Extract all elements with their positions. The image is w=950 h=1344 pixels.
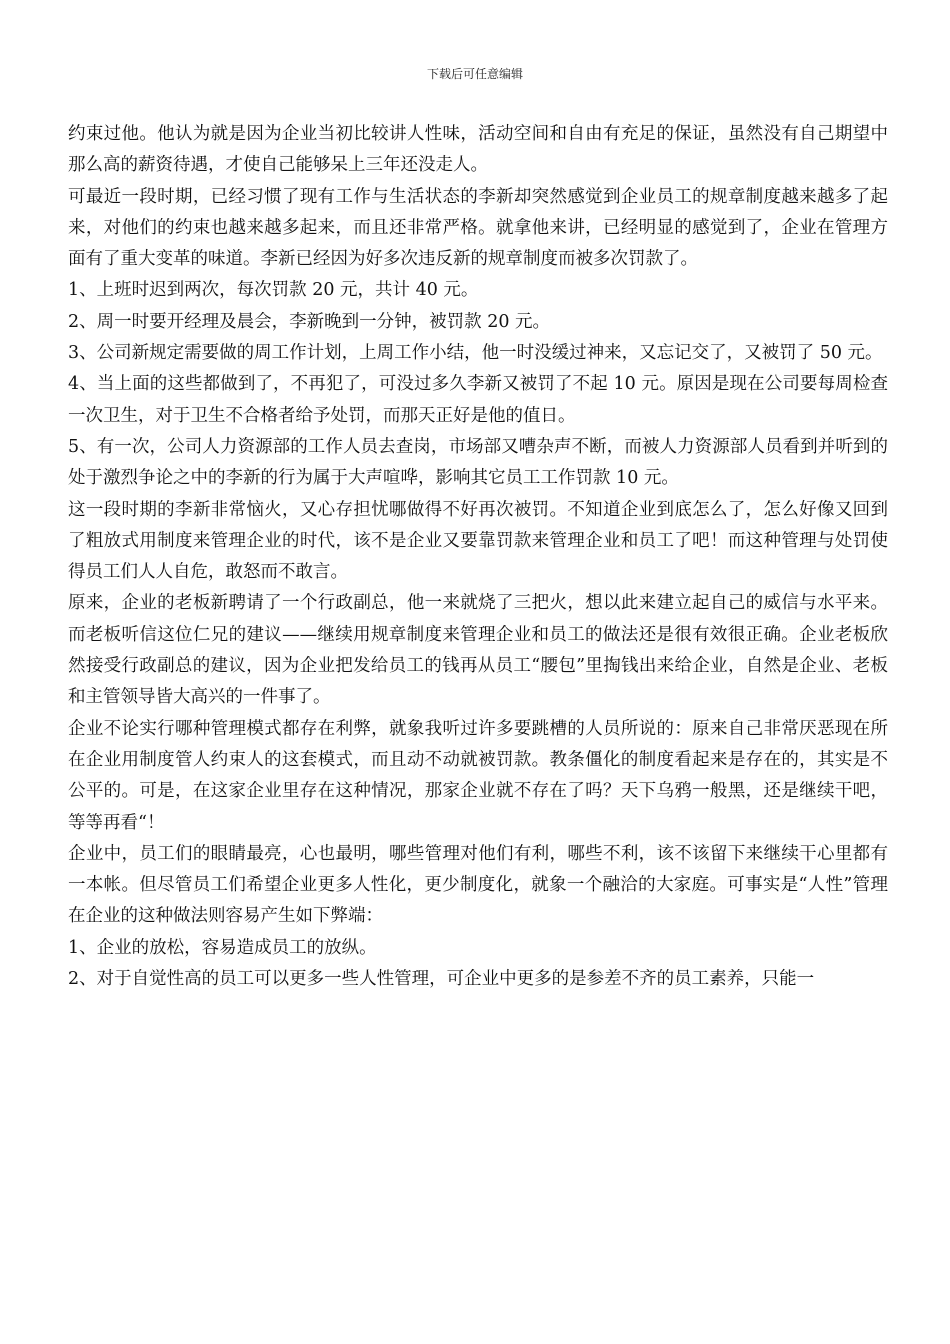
paragraph: 这一段时期的李新非常恼火，又心存担忧哪做得不好再次被罚。不知道企业到底怎么了，怎么好像又回到了粗放式用制度来管理企业的时代，该不是企业又要靠罚款来管理企业和员工了吧！而这种管理与处罚使得员工们人人自危，敢怒而不敢言。	[68, 499, 888, 583]
document-body	[68, 119, 888, 995]
paragraph: 可最近一段时期，已经习惯了现有工作与生活状态的李新却突然感觉到企业员工的规章制度越来越多了起来，对他们的约束也越来越多起来，而且还非常严格。就拿他来讲，已经明显的感觉到了，企业在管理方面有了重大变革的味道。李新已经因为好多次违反新的规章制度而被多次罚款了。	[68, 186, 888, 270]
list-item: 4、当上面的这些都做到了，不再犯了，可没过多久李新又被罚了不起 10 元。原因是现在公司要每周检查一次卫生，对于卫生不合格者给予处罚，而那天正好是他的值日。	[68, 374, 888, 426]
list-item: 1、企业的放松，容易造成员工的放纵。	[68, 937, 377, 958]
list-item: 2、周一时要开经理及晨会，李新晚到一分钟，被罚款 20 元。	[68, 311, 551, 332]
list-item: 3、公司新规定需要做的周工作计划，上周工作小结，他一时没缓过神来，又忘记交了，又被罚了 50 元。	[68, 343, 883, 364]
paragraph: 企业不论实行哪种管理模式都存在利弊，就象我听过许多要跳槽的人员所说的：原来自己非常厌恶现在所在企业用制度管人约束人的这套模式，而且动不动就被罚款。教条僵化的制度看起来是存在的，其实是不公平的。可是，在这家企业里存在这种情况，那家企业就不存在了吗？天下乌鸦一般黑，还是继续干吧，等等再看“！	[68, 718, 888, 833]
list-item: 5、有一次，公司人力资源部的工作人员去查岗，市场部又嘈杂声不断，而被人力资源部人员看到并听到的处于激烈争论之中的李新的行为属于大声喧哗，影响其它员工工作罚款 10 元。	[68, 436, 888, 489]
list-item: 2、对于自觉性高的员工可以更多一些人性管理，可企业中更多的是参差不齐的员工素养，只能一	[68, 969, 815, 990]
list-item: 1、上班时迟到两次，每次罚款 20 元，共计 40 元。	[68, 280, 479, 301]
paragraph: 原来，企业的老板新聘请了一个行政副总，他一来就烧了三把火，想以此来建立起自己的威信与水平来。而老板听信这位仁兄的建议——继续用规章制度来管理企业和员工的做法还是很有效很正确。企业老板欣然接受行政副总的建议，因为企业把发给员工的钱再从员工“腰包”里掏钱出来给企业，自然是企业、老板和主管领导皆大高兴的一件事了。	[68, 593, 888, 708]
page-header: 下载后可任意编辑	[426, 67, 523, 81]
paragraph: 约束过他。他认为就是因为企业当初比较讲人性味，活动空间和自由有充足的保证，虽然没有自己期望中那么高的薪资待遇，才使自己能够呆上三年还没走人。	[68, 124, 888, 176]
paragraph: 企业中，员工们的眼睛最亮，心也最明，哪些管理对他们有利，哪些不利，该不该留下来继续干心里都有一本帐。但尽管员工们希望企业更多人性化，更少制度化，就象一个融洽的大家庭。可事实是“人性”管理在企业的这种做法则容易产生如下弊端：	[68, 843, 888, 927]
